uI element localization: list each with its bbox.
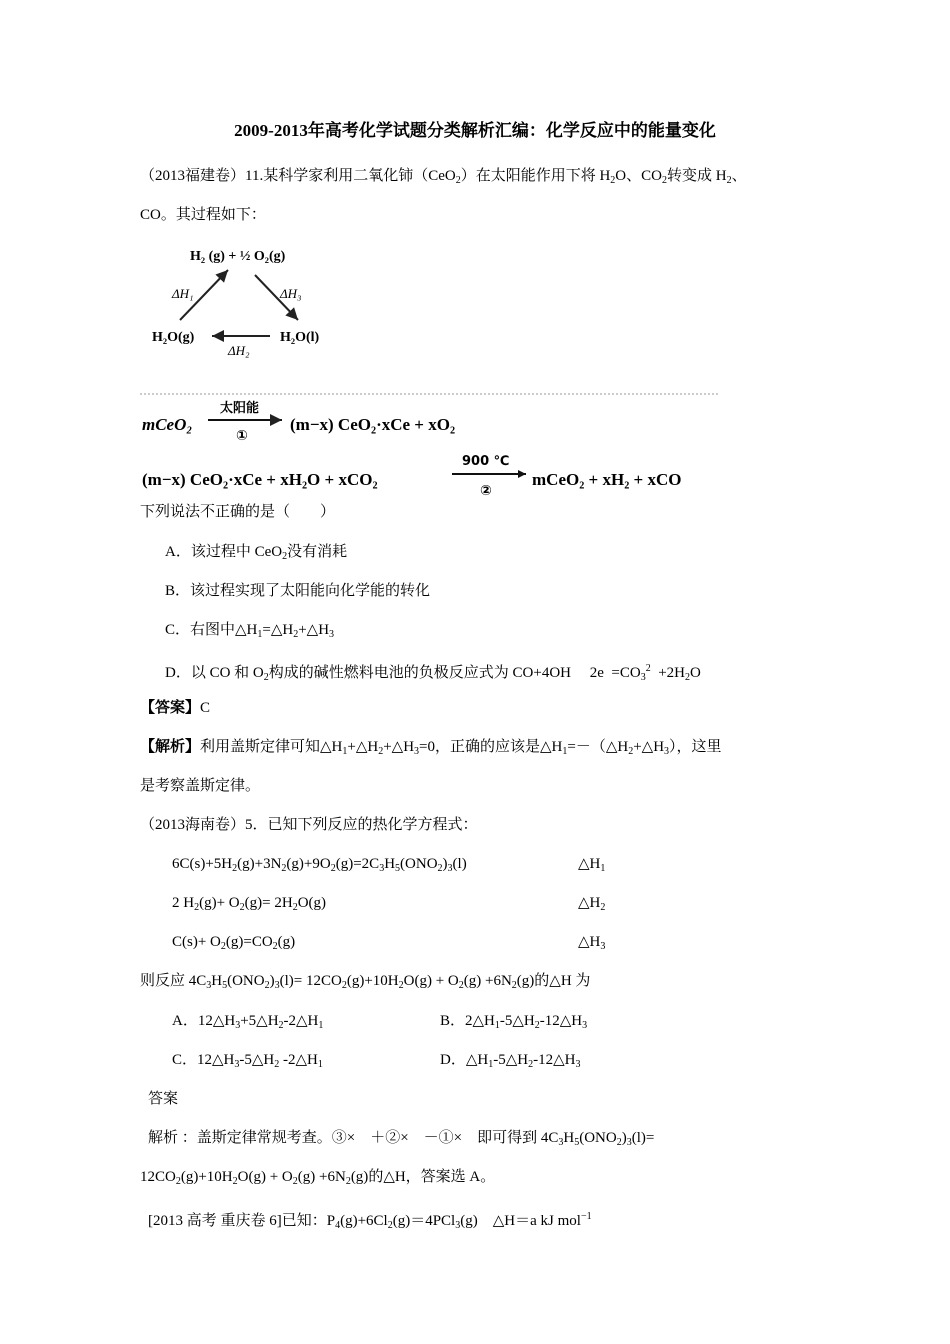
q2-option-a: A．$12\triangle H_3+5\triangle H_2-2\triangle H_1$ [172, 1013, 324, 1031]
q2-dh3: $\triangle H_3$ [578, 934, 606, 952]
q2-answer: 答案 [148, 1091, 179, 1107]
q2-intro: （2013海南卷）5．已知下列反应的热化学方程式： [140, 817, 478, 833]
eq2-left: (m−x) CeO₂·xCe + xH₂O + xCO₂ [142, 470, 378, 489]
q1-intro-line2: CO。其过程如下： [140, 207, 266, 223]
eq1-left: mCeO₂ [142, 415, 193, 434]
eq2-under: ② [480, 483, 492, 499]
q2-reaction-3: $C(s)+ O_2(g)=CO_2(g)$ [172, 934, 296, 952]
dh2-label: ΔH₂ [228, 343, 250, 358]
page-title: 2009-2013年高考化学试题分类解析汇编：化学反应中的能量变化 [234, 121, 716, 140]
eq1-right: (m−x) CeO₂·xCe + xO₂ [290, 415, 456, 434]
q2-explanation-line1: 解析 ：盖斯定律常规考查。③× ＋②× －①× 即可得到 $4C_3H_5(ONO_2)_3(l)=$ [148, 1130, 655, 1148]
q3-intro: [2013 高考 重庆卷 6]已知：$P_4(g)+6Cl_2(g)=4PCl_3(g)$ △H＝a kJ mol$^{-1}$ [148, 1211, 592, 1231]
diagram-left-label: H₂O(g) [152, 330, 195, 345]
q1-option-a: A．该过程中 CeO$_2$没有消耗 [165, 544, 348, 562]
q2-reaction-1: $6C(s)+5H_2(g)+3N_2(g)+9O_2(g)=2C_3H_5(ONO_2)_3(l)$ [172, 856, 467, 874]
q2-question: 则反应 $4C_3H_5(ONO_2)_3(l)= 12CO_2(g)+10H_2O(g) + O_2(g) +6N_2(g)$的△H 为 [140, 973, 591, 991]
eq2-right: mCeO₂ + xH₂ + xCO [532, 470, 682, 489]
energy-cycle-diagram [150, 235, 350, 360]
q1-analysis-line1: 【解析】利用盖斯定律可知$\triangle H_1+\triangle H_2+\triangle H_3=0$，正确的应该是$\triangle H_1=-(\triangle H_2+\triangle H_3)$，这里 [140, 739, 722, 757]
q1-option-c: C．右图中$\triangle H_1=\triangle H_2+\triangle H_3$ [165, 622, 335, 640]
q1-analysis-line2: 是考察盖斯定律。 [140, 778, 261, 794]
eq1-under: ① [236, 428, 248, 444]
eq1-over: 太阳能 [220, 401, 260, 416]
dh3-label: ΔH₃ [280, 286, 302, 301]
dh1-label: ΔH₁ [172, 286, 194, 301]
q2-option-b: B．$2\triangle H_1-5\triangle H_2-12\triangle H_3$ [440, 1013, 588, 1031]
q2-dh2: $\triangle H_2$ [578, 895, 606, 913]
diagram-top-label: H₂ (g) + ½ O₂(g) [190, 249, 286, 264]
q2-option-d: D．$\triangle H_1-5\triangle H_2-12\triangle H_3$ [440, 1052, 581, 1070]
q1-intro-line1: （2013福建卷）11.某科学家利用二氧化铈（CeO$_2$）在太阳能作用下将 $H_2O$、$CO_2$转变成 $H_2$、 [140, 168, 747, 186]
reaction-equations-figure [140, 392, 720, 500]
q2-reaction-2: 2 $H_2(g)+ O_2(g)= 2H_2O(g)$ [172, 895, 327, 913]
diagram-right-label: H₂O(l) [280, 330, 320, 345]
q2-option-c: C．$12\triangle H_3-5\triangle H_2$ $-2\triangle H_1$ [172, 1052, 323, 1070]
q2-dh1: $\triangle H_1$ [578, 856, 606, 874]
q1-option-d: D．以 CO 和 $O_2$构成的碱性燃料电池的负极反应式为 CO+4OH $2e =CO_3^2 +2H_2O$ [165, 663, 701, 683]
eq2-over: 900 ℃ [462, 454, 510, 469]
q1-answer: 【答案】C [140, 700, 211, 716]
q2-explanation-line2: $12CO_2(g)+10H_2O(g) + O_2(g) +6N_2(g)$的△H，答案选 A。 [140, 1169, 496, 1187]
q1-option-b: B．该过程实现了太阳能向化学能的转化 [165, 583, 431, 599]
q1-prompt: 下列说法不正确的是（ ） [140, 504, 336, 520]
